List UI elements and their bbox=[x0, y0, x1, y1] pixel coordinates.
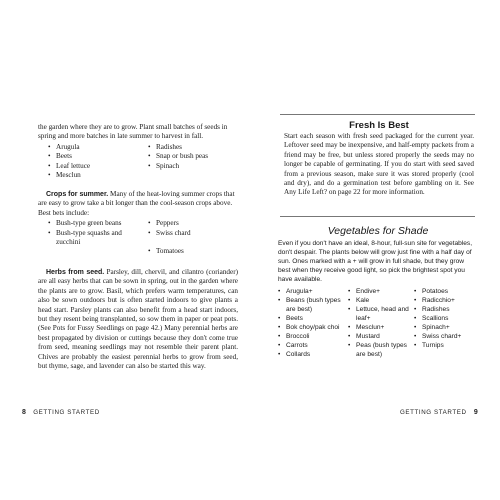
summer-crops-list bbox=[48, 219, 238, 257]
list-item: • Bush-type green beans bbox=[48, 219, 148, 228]
list-item: • Carrots bbox=[278, 341, 348, 350]
box-text: Start each season with fresh seed packaged for the current year. Leftover seed may be inexpensive, and half-empty packets from a friend may be free, but unless stored properly the seeds may no longer be capable of germinating. If you do start with seed saved from a previous season, make sure it was stored properly (cool and dry), and do a germination test before gambling on it. See Any Life Left? on page 22 for more information. bbox=[284, 132, 474, 197]
list-item: • Endive+ bbox=[348, 287, 414, 296]
herbs-heading: Herbs from seed. bbox=[46, 269, 105, 276]
crops-summer-section bbox=[38, 190, 238, 257]
list-item: • Bok choy/pak choi bbox=[278, 323, 348, 332]
list-item: • Bush-type squashs and zucchini bbox=[48, 229, 148, 248]
shade-title: Vegetables for Shade bbox=[327, 225, 429, 237]
intro-text: the garden where they are to grow. Plant small batches of seeds in spring and more batches in late summer to harvest in fall. bbox=[38, 123, 228, 141]
list-item: • Broccoli bbox=[278, 332, 348, 341]
page-number: 9 bbox=[473, 409, 478, 416]
list-item: • Spinach bbox=[148, 162, 238, 171]
list-item: • Leaf lettuce bbox=[48, 162, 148, 171]
list-item: • Turnips bbox=[414, 341, 478, 350]
list-item: • Lettuce, head and leaf+ bbox=[348, 305, 414, 323]
sidebar-top-rule bbox=[280, 114, 475, 115]
fresh-is-best-box bbox=[284, 120, 474, 198]
list-item: • Arugula+ bbox=[278, 287, 348, 296]
cool-season-list bbox=[48, 143, 238, 181]
left-footer bbox=[22, 409, 100, 416]
list-item: • Beans (bush types are best) bbox=[278, 296, 348, 314]
shade-text: Even if you don't have an ideal, 8-hour, full-sun site for vegetables, don't despair. The plants below will grow just fine with a half day of sun. Ones marked with a + will grow in full shade, but they grow best when they receive good light, so pick the brightest spot you have available. bbox=[278, 240, 473, 283]
page-number: 8 bbox=[22, 409, 26, 416]
list-item: • Tomatoes bbox=[148, 247, 238, 256]
list-item: • Snap or bush peas bbox=[148, 152, 238, 161]
herbs-section bbox=[38, 268, 238, 371]
shade-vegetable-columns bbox=[278, 287, 478, 359]
list-item: • Collards bbox=[278, 350, 348, 359]
running-footer-label: GETTING STARTED bbox=[400, 409, 467, 416]
list-item: • Peppers bbox=[148, 219, 238, 228]
list-item: • Peas (bush types are best) bbox=[348, 341, 414, 359]
shade-column-3 bbox=[414, 287, 478, 359]
list-item: • Swiss chard+ bbox=[414, 332, 478, 341]
right-footer bbox=[400, 409, 478, 416]
list-item: • Scallions bbox=[414, 314, 478, 323]
list-item: • Mesclun bbox=[48, 171, 148, 180]
list-item: • Potatoes bbox=[414, 287, 478, 296]
list-item: • Swiss chard bbox=[148, 229, 238, 248]
vegetables-for-shade-box bbox=[278, 225, 478, 359]
sidebar-bottom-rule bbox=[280, 216, 475, 217]
list-item: • Mustard bbox=[348, 332, 414, 341]
shade-column-2 bbox=[348, 287, 414, 359]
list-item: • Mesclun+ bbox=[348, 323, 414, 332]
crops-summer-heading: Crops for summer. bbox=[46, 191, 109, 198]
list-item: • Arugula bbox=[48, 143, 148, 152]
list-item: • Spinach+ bbox=[414, 323, 478, 332]
herbs-text: Parsley, dill, chervil, and cilantro (coriander) are all easy herbs that can be sown in spring, out in the garden where the plants are to grow. Basil, which prefers warm temperatures, can also be sown outdoors but is often started indoors to give plants a head start. Parsley plants can also benefit from a head start indoors, but they resent being transplanted, so sow them in paper or peat pots. (See Pots for Fussy Seedlings on page 42.) Many perennial herbs are best propagated by division or cuttings because they don't come true from seed, meaning seedlings may not resemble their parent plant. Chives are probably the easiest perennial herbs to grow from seed, but thyme, sage, and lavender can also be started this way. bbox=[38, 268, 239, 371]
list-item: • Radishes bbox=[414, 305, 478, 314]
list-item: • Radishes bbox=[148, 143, 238, 152]
list-item: • Beets bbox=[48, 152, 148, 161]
list-item: • Beets bbox=[278, 314, 348, 323]
box-title: Fresh Is Best bbox=[349, 120, 409, 131]
shade-column-1 bbox=[278, 287, 348, 359]
running-footer-label: GETTING STARTED bbox=[33, 409, 100, 416]
list-item: • Kale bbox=[348, 296, 414, 305]
list-item: • Radicchio+ bbox=[414, 296, 478, 305]
crops-summer-text: Many of the heat-loving summer crops that are easy to grow take a bit longer than the cool-season crops above. Best bets include: bbox=[38, 190, 235, 217]
intro-paragraph bbox=[38, 123, 238, 180]
